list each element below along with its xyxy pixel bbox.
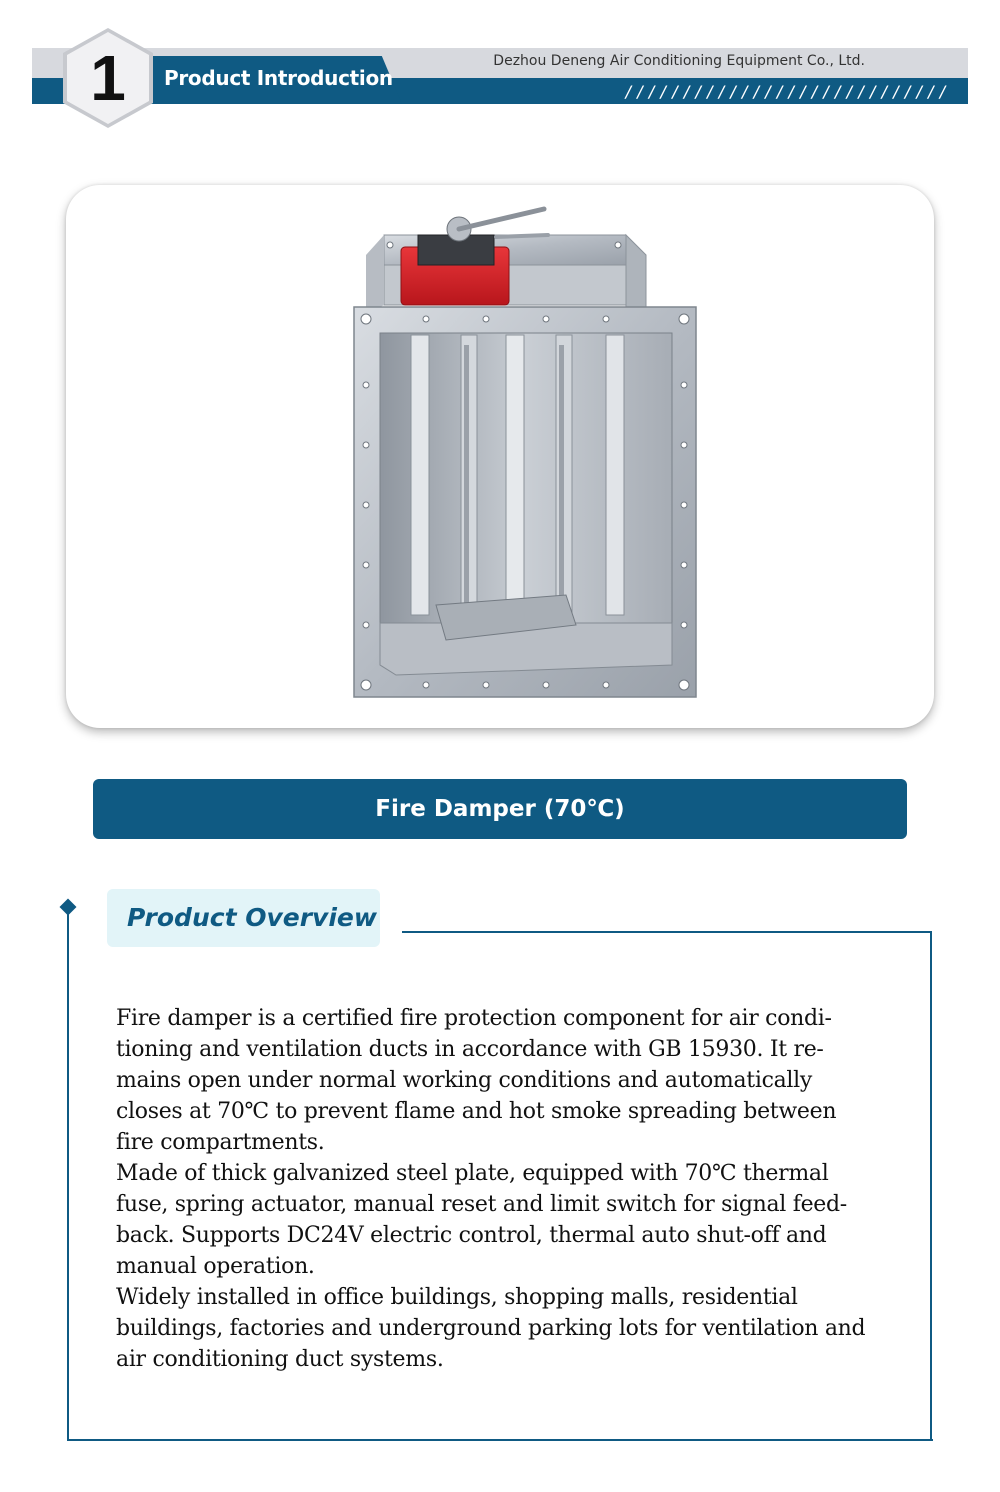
header-slash-decoration: //////////////////////////// [624,82,950,101]
product-title-bar: Fire Damper (70℃) [93,779,907,839]
overview-heading: Product Overview [127,903,377,932]
overview-paragraph: Widely installed in office buildings, shopping malls, residential buildings, factories and underground parking lots for ventilation and air conditioning duct systems. [116,1285,866,1372]
overview-frame-left [67,913,69,1441]
company-name: Dezhou Deneng Air Conditioning Equipment Co., Ltd. [493,53,865,69]
overview-paragraph: Made of thick galvanized steel plate, equipped with 70℃ thermal fuse, spring actuator, manual reset and limit switch for signal feed-back. Supports DC24V electric control, thermal auto shut-off and manual operation. [116,1161,847,1279]
section-number: 1 [90,42,126,114]
damper-linkage-right [559,345,564,615]
fire-damper-photo [66,185,934,728]
overview-frame-right [930,931,932,1441]
overview-frame-top [402,931,932,933]
overview-paragraph: Fire damper is a certified fire protection component for air condi-tioning and ventilation ducts in accordance with GB 15930. It re-mains open under normal working conditions and automatically closes at 70℃ to prevent flame and hot smoke spreading between fire compartments. [116,1006,837,1155]
actuator-handle [459,209,544,229]
overview-body [116,1003,866,1375]
product-photo-card [66,185,934,728]
overview-frame-bottom [67,1439,933,1441]
damper-linkage-left [464,345,469,615]
damper-left-side [366,235,384,315]
section-header [0,0,1000,140]
section-title: Product Introduction [164,66,393,90]
